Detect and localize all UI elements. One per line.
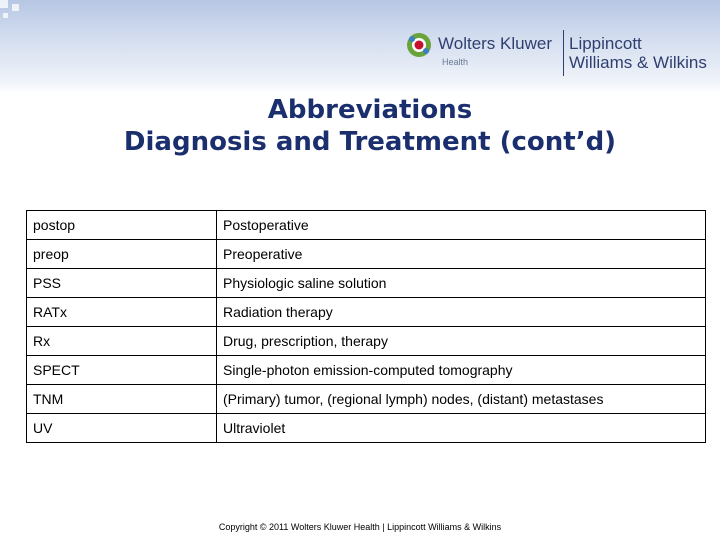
table-row: [27, 385, 706, 414]
logo-imprint-line1: Lippincott: [569, 34, 642, 53]
corner-decoration: [0, 0, 60, 24]
meaning-cell: Postoperative: [217, 211, 706, 240]
table-row: [27, 269, 706, 298]
slide-title-line1: Abbreviations: [267, 95, 473, 125]
abbreviation-cell: SPECT: [27, 356, 217, 385]
logo-company-name: Wolters Kluwer: [438, 34, 552, 53]
abbreviation-cell: TNM: [27, 385, 217, 414]
table-row: [27, 240, 706, 269]
meaning-cell: Preoperative: [217, 240, 706, 269]
table-row: [27, 414, 706, 443]
slide-title-line2: Diagnosis and Treatment (cont’d): [123, 127, 617, 157]
meaning-cell: (Primary) tumor, (regional lymph) nodes, (distant) metastases: [217, 385, 706, 414]
table-row: [27, 298, 706, 327]
wolters-kluwer-logo-icon: [406, 32, 432, 58]
table-row: [27, 356, 706, 385]
meaning-cell: Ultraviolet: [217, 414, 706, 443]
abbreviations-table: [26, 210, 706, 443]
logo-divider: [563, 30, 564, 76]
abbreviation-cell: Rx: [27, 327, 217, 356]
logo-division: Health: [442, 57, 469, 67]
table-row: [27, 327, 706, 356]
logo-imprint: [569, 34, 707, 72]
meaning-cell: Physiologic saline solution: [217, 269, 706, 298]
header-band: [0, 0, 720, 94]
abbreviation-cell: PSS: [27, 269, 217, 298]
abbreviation-cell: postop: [27, 211, 217, 240]
abbreviation-cell: UV: [27, 414, 217, 443]
logo-imprint-line2: Williams & Wilkins: [569, 53, 707, 72]
abbreviation-cell: preop: [27, 240, 217, 269]
meaning-cell: Single-photon emission-computed tomography: [217, 356, 706, 385]
slide-title: [0, 94, 720, 158]
abbreviation-cell: RATx: [27, 298, 217, 327]
publisher-logo: [406, 30, 718, 80]
copyright-footer: Copyright © 2011 Wolters Kluwer Health | Lippincott Williams & Wilkins: [218, 522, 502, 532]
meaning-cell: Drug, prescription, therapy: [217, 327, 706, 356]
meaning-cell: Radiation therapy: [217, 298, 706, 327]
table-row: [27, 211, 706, 240]
